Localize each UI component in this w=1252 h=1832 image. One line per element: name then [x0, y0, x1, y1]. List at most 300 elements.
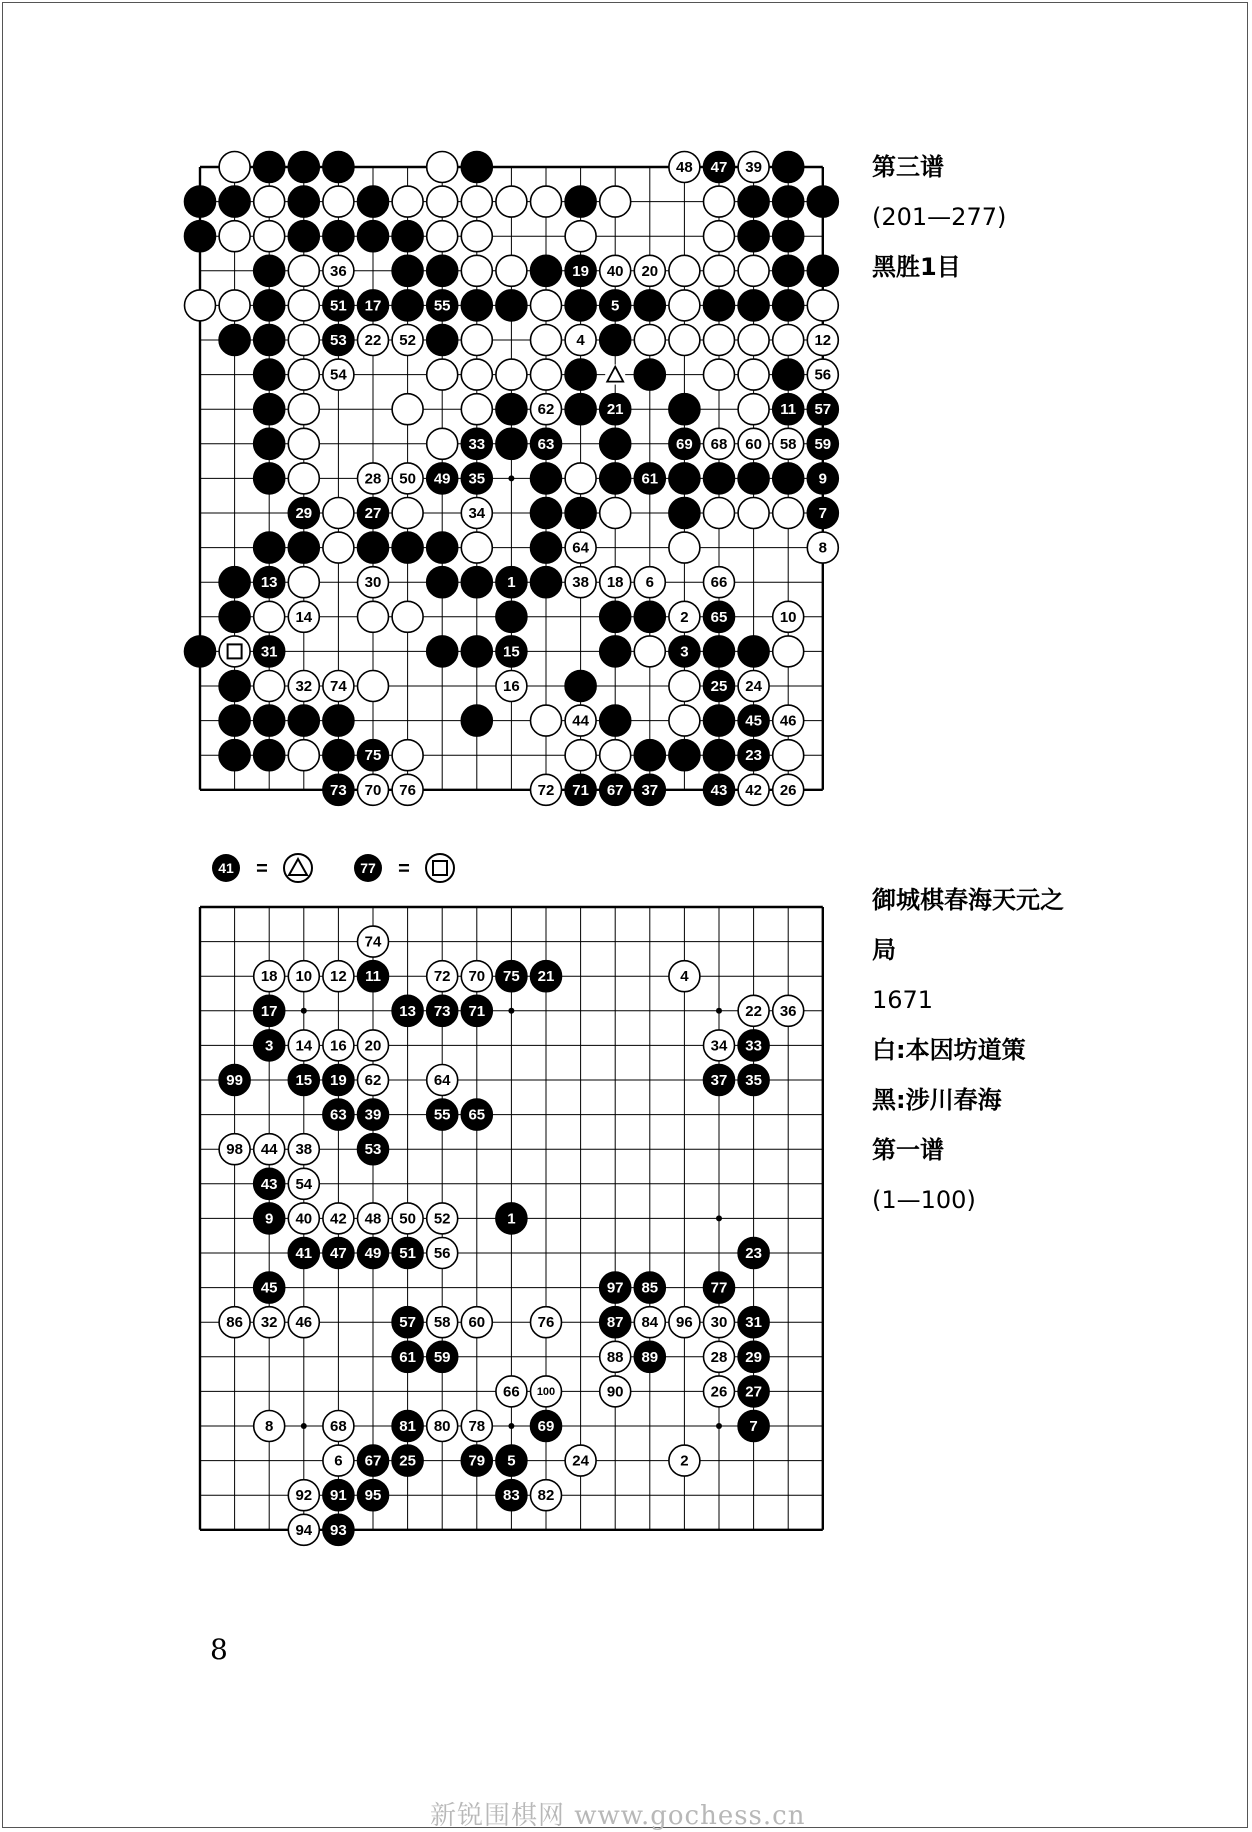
diagram-1-range: (1—100) — [872, 1186, 976, 1214]
move-number: 66 — [710, 574, 728, 592]
black-stone — [358, 740, 389, 771]
stone-disc — [461, 255, 492, 286]
white-stone — [288, 255, 319, 286]
white-stone — [531, 186, 562, 217]
move-number: 69 — [676, 435, 693, 453]
white-stone — [288, 961, 319, 992]
move-number: 97 — [606, 1279, 624, 1297]
white-stone — [392, 601, 423, 632]
black-stone — [427, 1099, 458, 1130]
move-number: 1 — [507, 574, 516, 592]
black-stone — [427, 463, 458, 494]
black-stone — [738, 1411, 769, 1442]
stone-disc — [773, 498, 804, 529]
white-player: 白:本因坊道策 — [872, 1036, 1026, 1064]
black-stone — [185, 186, 216, 217]
stone-disc — [600, 325, 631, 356]
star-point — [716, 1215, 722, 1221]
move-number: 71 — [468, 1002, 486, 1020]
stone-disc — [600, 498, 631, 529]
move-number: 53 — [330, 332, 347, 349]
star-point — [508, 1423, 514, 1429]
white-stone — [531, 325, 562, 356]
black-stone — [531, 255, 562, 286]
stone-disc — [738, 359, 769, 390]
black-stone — [738, 740, 769, 771]
white-stone — [358, 1203, 389, 1234]
stone-disc — [531, 359, 562, 390]
stone-disc — [323, 705, 354, 736]
stone-disc — [704, 186, 735, 217]
move-number: 95 — [364, 1487, 382, 1505]
white-stone — [669, 1445, 700, 1476]
move-number: 96 — [676, 1314, 693, 1332]
triangle-marker — [605, 365, 625, 385]
black-stone — [288, 1065, 319, 1096]
stone-disc — [669, 255, 700, 286]
stone-disc — [531, 498, 562, 529]
black-stone — [358, 1480, 389, 1511]
stone-disc — [773, 636, 804, 667]
stone-disc — [496, 290, 527, 321]
stone-disc — [427, 567, 458, 598]
move-number: 69 — [537, 1418, 555, 1435]
black-stone — [600, 325, 631, 356]
stone-disc — [254, 705, 285, 736]
move-number: 44 — [572, 712, 589, 730]
white-stone — [531, 774, 562, 805]
stone-disc — [219, 671, 250, 702]
move-number: 34 — [468, 505, 486, 522]
stone-disc — [288, 221, 319, 252]
move-number: 5 — [611, 297, 620, 315]
move-number: 31 — [260, 643, 278, 661]
move-number: 36 — [330, 262, 347, 280]
black-stone — [704, 740, 735, 771]
black-stone — [323, 1514, 354, 1545]
move-number: 15 — [295, 1072, 313, 1089]
move-number: 59 — [433, 1348, 451, 1366]
white-stone — [531, 705, 562, 736]
white-stone — [288, 1030, 319, 1061]
white-stone — [323, 532, 354, 563]
white-stone — [461, 255, 492, 286]
move-number: 72 — [433, 968, 451, 986]
stone-disc — [461, 359, 492, 390]
black-stone — [704, 671, 735, 702]
black-stone — [427, 567, 458, 598]
stone-disc — [288, 740, 319, 771]
stone-disc — [704, 359, 735, 390]
black-stone — [669, 428, 700, 459]
black-stone — [323, 152, 354, 183]
move-number: 58 — [779, 435, 797, 453]
move-number: 55 — [433, 1106, 451, 1124]
black-stone — [738, 705, 769, 736]
white-stone — [565, 463, 596, 494]
stone-disc — [392, 394, 423, 425]
black-stone — [392, 255, 423, 286]
stone-disc — [773, 740, 804, 771]
black-stone — [254, 567, 285, 598]
white-stone — [669, 255, 700, 286]
stone-disc — [531, 325, 562, 356]
black-stone — [704, 1272, 735, 1303]
move-number: 42 — [745, 781, 762, 799]
black-stone — [254, 463, 285, 494]
stone-disc — [254, 671, 285, 702]
stone-disc — [288, 463, 319, 494]
move-number: 71 — [572, 781, 589, 799]
move-number: 58 — [433, 1314, 451, 1332]
black-stone — [496, 1203, 527, 1234]
stone-disc — [531, 463, 562, 494]
stone-disc — [634, 359, 665, 390]
black-stone — [531, 428, 562, 459]
move-number: 8 — [265, 1418, 274, 1435]
black-stone — [392, 1411, 423, 1442]
stone-disc — [531, 567, 562, 598]
stone-disc — [738, 290, 769, 321]
white-stone — [634, 1307, 665, 1338]
black-stone — [427, 532, 458, 563]
white-stone — [565, 740, 596, 771]
stone-disc — [461, 152, 492, 183]
white-stone — [323, 186, 354, 217]
white-stone — [565, 567, 596, 598]
white-stone — [704, 1376, 735, 1407]
white-stone — [254, 221, 285, 252]
move-number: 93 — [330, 1521, 347, 1539]
black-stone — [254, 740, 285, 771]
white-stone — [358, 601, 389, 632]
stone-disc — [669, 498, 700, 529]
white-stone — [323, 1411, 354, 1442]
black-stone — [427, 995, 458, 1026]
white-stone — [392, 186, 423, 217]
go-board-diagram-3-svg — [188, 155, 832, 815]
white-stone — [669, 532, 700, 563]
white-stone — [600, 1376, 631, 1407]
stone-disc — [461, 394, 492, 425]
stone-disc — [219, 290, 250, 321]
black-stone — [738, 1376, 769, 1407]
black-stone — [531, 498, 562, 529]
note-41-equals-triangle — [212, 854, 312, 882]
black-stone — [634, 774, 665, 805]
black-player: 黑:涉川春海 — [872, 1086, 1002, 1114]
black-stone — [634, 740, 665, 771]
game-title-line-1: 御城棋春海天元之 — [872, 886, 1064, 914]
white-stone — [531, 394, 562, 425]
white-stone — [288, 359, 319, 390]
black-stone — [392, 1341, 423, 1372]
white-stone — [461, 532, 492, 563]
white-stone — [288, 671, 319, 702]
move-number: 64 — [433, 1072, 451, 1089]
move-number: 61 — [641, 470, 659, 488]
white-stone — [565, 221, 596, 252]
stone-disc — [531, 186, 562, 217]
black-stone — [288, 1238, 319, 1269]
black-stone — [704, 636, 735, 667]
move-number: 28 — [710, 1348, 728, 1366]
white-stone — [323, 1445, 354, 1476]
star-point — [716, 1008, 722, 1014]
stone-disc — [600, 740, 631, 771]
white-stone — [358, 671, 389, 702]
move-number: 46 — [295, 1314, 313, 1332]
move-number: 34 — [710, 1037, 728, 1055]
move-number: 57 — [814, 401, 832, 419]
move-number: 43 — [260, 1175, 278, 1193]
move-number: 88 — [606, 1348, 624, 1366]
note-77-equals-square — [354, 854, 454, 882]
black-stone — [704, 774, 735, 805]
black-stone — [669, 636, 700, 667]
move-number: 27 — [364, 505, 382, 522]
black-stone — [358, 532, 389, 563]
black-stone — [773, 394, 804, 425]
black-stone — [219, 671, 250, 702]
white-stone — [531, 290, 562, 321]
stone-disc — [531, 532, 562, 563]
black-stone — [600, 394, 631, 425]
black-stone — [392, 1445, 423, 1476]
black-stone — [323, 221, 354, 252]
stone-disc — [254, 601, 285, 632]
stone-disc — [288, 705, 319, 736]
black-stone — [358, 221, 389, 252]
white-stone — [704, 359, 735, 390]
white-stone — [358, 325, 389, 356]
move-number: 38 — [295, 1141, 313, 1159]
white-stone — [288, 601, 319, 632]
black-stone — [565, 394, 596, 425]
stone-disc — [531, 290, 562, 321]
white-stone — [219, 1307, 250, 1338]
black-stone — [704, 290, 735, 321]
white-stone — [427, 961, 458, 992]
note-white-stone-2 — [426, 854, 454, 882]
move-number: 73 — [433, 1002, 451, 1020]
black-stone — [496, 290, 527, 321]
white-stone — [323, 359, 354, 390]
move-number: 10 — [295, 968, 313, 986]
stone-disc — [254, 394, 285, 425]
stone-disc — [565, 290, 596, 321]
move-number: 35 — [468, 470, 486, 488]
white-stone — [531, 1376, 562, 1407]
black-stone — [600, 636, 631, 667]
white-stone — [288, 290, 319, 321]
move-number: 59 — [814, 435, 832, 453]
stone-disc — [634, 325, 665, 356]
move-number: 76 — [399, 781, 416, 799]
stone-disc — [669, 740, 700, 771]
move-number: 1 — [507, 1210, 516, 1228]
note-move-77: 77 — [360, 860, 376, 876]
white-stone — [773, 428, 804, 459]
black-stone — [738, 1238, 769, 1269]
move-number: 52 — [433, 1210, 451, 1228]
stone-disc — [496, 359, 527, 390]
move-number: 91 — [330, 1487, 347, 1505]
black-stone — [531, 567, 562, 598]
stone-disc — [323, 221, 354, 252]
white-stone — [323, 498, 354, 529]
white-stone — [565, 325, 596, 356]
black-stone — [461, 1099, 492, 1130]
stone-disc — [704, 740, 735, 771]
move-number: 37 — [710, 1072, 728, 1089]
black-stone — [392, 995, 423, 1026]
move-number: 50 — [399, 470, 416, 488]
white-stone — [496, 1376, 527, 1407]
stone-disc — [185, 290, 216, 321]
move-number: 49 — [433, 470, 451, 488]
stone-disc — [392, 290, 423, 321]
stone-disc — [427, 359, 458, 390]
move-number: 6 — [645, 574, 654, 592]
white-stone — [358, 567, 389, 598]
stone-disc — [704, 636, 735, 667]
move-number: 11 — [780, 401, 797, 419]
black-stone — [427, 255, 458, 286]
black-stone — [496, 1480, 527, 1511]
stone-disc — [773, 221, 804, 252]
stone-disc — [461, 290, 492, 321]
move-number: 87 — [606, 1314, 624, 1332]
black-stone — [358, 961, 389, 992]
black-stone — [807, 498, 838, 529]
move-number: 76 — [537, 1314, 555, 1332]
white-stone — [254, 1307, 285, 1338]
move-number: 14 — [295, 608, 313, 626]
stone-disc — [496, 255, 527, 286]
white-stone — [634, 325, 665, 356]
white-stone — [669, 325, 700, 356]
move-number: 24 — [745, 678, 762, 695]
white-stone — [669, 290, 700, 321]
white-stone — [427, 359, 458, 390]
black-stone — [738, 290, 769, 321]
white-stone — [427, 428, 458, 459]
stone-disc — [185, 636, 216, 667]
move-number: 36 — [779, 1002, 797, 1020]
white-stone — [738, 152, 769, 183]
move-number: 24 — [572, 1452, 589, 1470]
stone-disc — [704, 290, 735, 321]
white-stone — [219, 1134, 250, 1165]
white-stone — [219, 636, 250, 667]
move-number: 92 — [295, 1487, 313, 1505]
stone-disc — [669, 290, 700, 321]
stone-disc — [669, 394, 700, 425]
move-number: 53 — [364, 1141, 382, 1159]
white-stone — [669, 705, 700, 736]
move-number: 78 — [468, 1418, 486, 1435]
move-number: 50 — [399, 1210, 416, 1228]
white-stone — [254, 961, 285, 992]
move-number: 83 — [503, 1487, 520, 1505]
white-stone — [704, 325, 735, 356]
black-stone — [254, 1272, 285, 1303]
black-stone — [358, 186, 389, 217]
white-stone — [427, 221, 458, 252]
go-board-diagram-1-svg — [188, 895, 828, 1555]
move-number: 17 — [364, 297, 382, 315]
white-stone — [531, 359, 562, 390]
black-stone — [565, 359, 596, 390]
white-stone — [738, 255, 769, 286]
black-stone — [738, 1307, 769, 1338]
move-number: 38 — [572, 574, 589, 592]
white-stone — [288, 394, 319, 425]
black-stone — [634, 1341, 665, 1372]
white-stone — [600, 186, 631, 217]
white-stone — [565, 705, 596, 736]
stone-disc — [738, 325, 769, 356]
black-stone — [807, 428, 838, 459]
page-number: 8 — [210, 1633, 228, 1666]
stone-disc — [634, 601, 665, 632]
move-number: 98 — [226, 1141, 243, 1159]
white-stone — [427, 186, 458, 217]
black-stone — [185, 636, 216, 667]
white-stone — [461, 394, 492, 425]
stone-disc — [496, 601, 527, 632]
stone-disc — [288, 428, 319, 459]
stone-disc — [288, 255, 319, 286]
white-stone — [219, 290, 250, 321]
white-stone — [254, 1134, 285, 1165]
move-number: 30 — [364, 574, 382, 592]
move-number: 10 — [779, 608, 797, 626]
stone-disc — [565, 740, 596, 771]
move-number: 26 — [710, 1383, 728, 1401]
white-stone — [807, 359, 838, 390]
move-number: 11 — [365, 968, 381, 986]
white-stone — [323, 961, 354, 992]
move-number: 23 — [745, 747, 762, 765]
black-stone — [565, 186, 596, 217]
move-number: 23 — [745, 1245, 762, 1262]
stone-disc — [254, 463, 285, 494]
white-stone — [288, 567, 319, 598]
black-stone — [219, 325, 250, 356]
black-stone — [254, 255, 285, 286]
black-stone — [496, 394, 527, 425]
white-stone — [323, 1030, 354, 1061]
white-stone — [427, 1307, 458, 1338]
star-point — [301, 1008, 307, 1014]
stone-disc — [773, 359, 804, 390]
stone-disc — [288, 186, 319, 217]
black-stone — [634, 463, 665, 494]
diagram-1-title: 第一谱 — [872, 1136, 944, 1164]
white-stone — [288, 740, 319, 771]
stone-disc — [254, 290, 285, 321]
move-number: 40 — [606, 262, 624, 280]
move-number: 2 — [680, 608, 689, 626]
black-stone — [669, 394, 700, 425]
black-stone — [461, 463, 492, 494]
white-stone — [392, 740, 423, 771]
stone-disc — [704, 325, 735, 356]
stone-disc — [565, 186, 596, 217]
move-number: 20 — [641, 262, 659, 280]
